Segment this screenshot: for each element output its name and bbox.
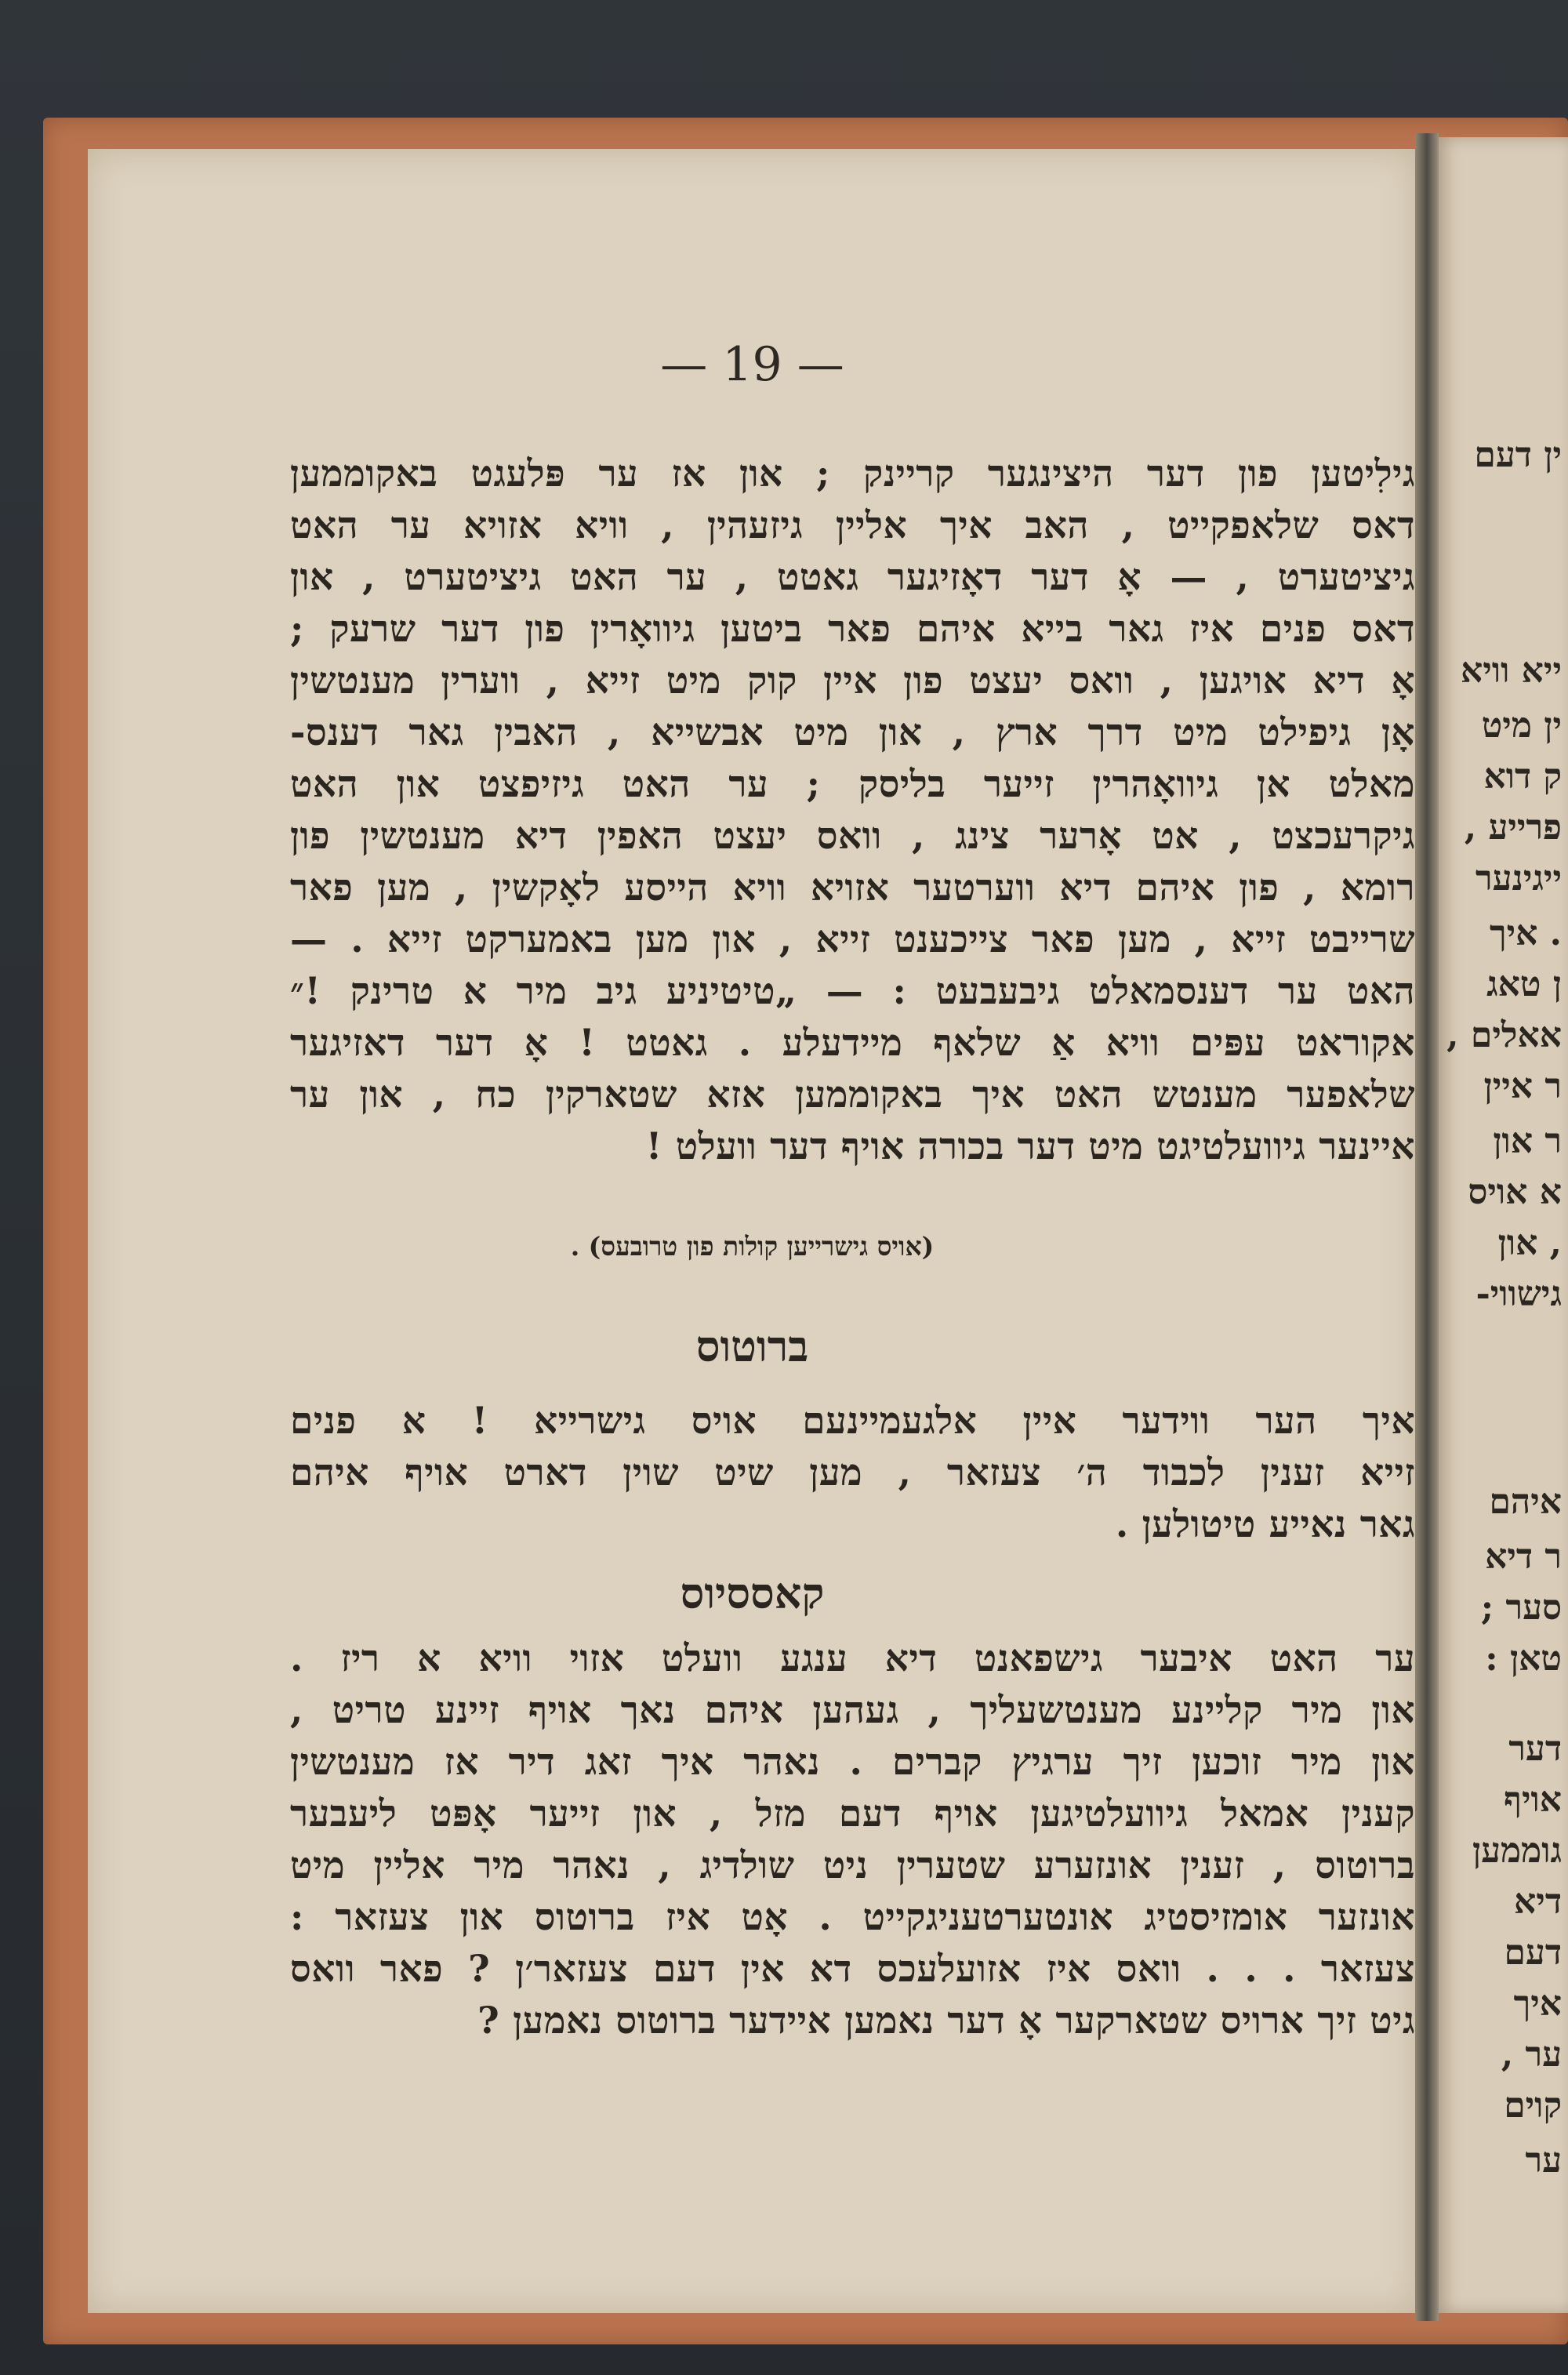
facing-page-line: קוים	[1504, 2086, 1562, 2126]
text-line: אָן גיפילט מיט דרך ארץ , און מיט אבשייא , האבין גאר דענס-	[290, 711, 1415, 754]
facing-page-line: דעם	[1504, 1933, 1562, 1973]
text-line: רומא , פון איהם דיא ווערטער אזויא וויא הייסע לאָקשין , מען פאר	[290, 866, 1415, 910]
facing-page-line: ין מיט	[1481, 706, 1562, 746]
facing-page-line: ער	[1525, 2141, 1562, 2181]
text-line: און מיר זוכען זיך ערגיץ קברים . נאהר איך זאג דיר אז מענטשין	[290, 1741, 1415, 1784]
facing-page-line: גישווי-	[1475, 1274, 1562, 1314]
text-line: זייא זענין לכבוד ה׳ צעזאר , מען שיט שוין דארט אויף איהם	[290, 1451, 1415, 1494]
page-number: — 19 —	[660, 337, 844, 392]
text-line: קענין אמאל גיוועלטיגען אויף דעם מזל , און זייער אָפּט ליעבער	[290, 1792, 1415, 1836]
facing-page-line: אויף	[1504, 1780, 1562, 1820]
facing-page-line: פרייע ,	[1464, 808, 1562, 848]
text-line: האט ער דענסמאלט גיבעבעט : — „טיטיניע גיב מיר א טרינק !״	[290, 970, 1415, 1013]
text-line: שרייבט זייא , מען פאר צייכענט זייא , און מען באמערקט זייא . —	[290, 918, 1415, 961]
text-line: אקוראט עפּים וויא אַ שלאף מיידעלע . גאטט ! אָ דער דאזיגער	[290, 1022, 1415, 1065]
section-heading-brutus: ברוטוס	[695, 1321, 809, 1371]
facing-page-line: ין דעם	[1474, 435, 1562, 475]
facing-page-line: דיא	[1514, 1882, 1562, 1922]
text-line: אָ דיא אויגען , וואס יעצט פון איין קוק מיט זייא , ווערין מענטשין	[290, 659, 1415, 703]
text-line: מאלט אן גיוואָהרין זייער בליסק ; ער האט גיזיפצט און האט	[290, 763, 1415, 806]
facing-page-line: גוממען	[1472, 1831, 1562, 1871]
paragraph-1	[290, 448, 1415, 1173]
facing-page-line: דער	[1508, 1729, 1562, 1769]
text-line: צעזאר . . . וואס איז אזועלעכס דא אין דעם צעזאר׳ן ? פאר וואס	[290, 1948, 1415, 1991]
text-line: גיציטערט , — אָ דער דאָזיגער גאטט , ער האט גיציטערט , און	[290, 556, 1415, 599]
text-line: גיט זיך ארויס שטארקער אָ דער נאמען איידער ברוטוס נאמען ?	[477, 1999, 1415, 2043]
facing-page-line: טאן :	[1485, 1639, 1562, 1679]
facing-page-line: ר איין	[1483, 1066, 1562, 1106]
facing-page-line: ן טאג	[1486, 964, 1562, 1004]
text-line: גאר נאייע טיטולען .	[1115, 1503, 1415, 1546]
facing-page-line: א אויס	[1468, 1172, 1562, 1212]
facing-page-line: ר און	[1493, 1121, 1562, 1161]
facing-page-line: ק דוא	[1483, 757, 1562, 797]
text-line: גילִיטען פון דער היצינגער קריינק ; און אז ער פּלעגט באקוממען	[290, 452, 1415, 496]
text-line: דאס פנים איז גאר בייא איהם פאר ביטען גיוואָרין פון דער שרעק ;	[290, 608, 1415, 651]
text-line: ער האט איבער גישפאנט דיא ענגע וועלט אזוי וויא א ריז .	[290, 1637, 1415, 1680]
book-gutter	[1415, 133, 1439, 2321]
facing-page-line: אאלים ,	[1446, 1015, 1562, 1055]
facing-page-line: ייגינער	[1475, 859, 1562, 899]
text-line: שלאפער מענטש האט איך באקוממען אזא שטארקין כח , און ער	[290, 1073, 1415, 1117]
text-line: אונזער אומזיסטיג אונטערטעניגקייט . אָט איז ברוטוס און צעזאר :	[290, 1896, 1415, 1939]
facing-page-line: ער ,	[1501, 2035, 1562, 2075]
facing-page-line: ייא וויא	[1461, 651, 1562, 691]
text-line: דאס שלאפקייט , האב איך אליין גיזעהין , וויא אזויא ער האט	[290, 504, 1415, 547]
facing-page	[1439, 137, 1568, 2313]
facing-page-line: ר דיא	[1485, 1537, 1562, 1577]
section-heading-kassius: קאססיוס	[680, 1568, 825, 1618]
facing-page-line: איהם	[1489, 1482, 1562, 1522]
facing-page-line: , און	[1497, 1223, 1562, 1263]
source-note: (אויס גישרייען קולות פון טרובעס) .	[570, 1231, 935, 1262]
text-line: און מיר קליינע מענטשעליך , געהען איהם נאך אויף זיינע טריט ,	[290, 1689, 1415, 1732]
text-line: איינער גיוועלטיגט מיט דער בכורה אויף דער וועלט !	[645, 1125, 1415, 1168]
paragraph-brutus	[290, 1396, 1415, 1551]
facing-page-line: סער ;	[1480, 1588, 1562, 1628]
facing-page-line: . איך	[1489, 913, 1562, 953]
paragraph-kassius	[290, 1633, 1415, 2047]
text-line: גיקרעכצט , אט אָרער צינג , וואס יעצט האפין דיא מענטשין פון	[290, 815, 1415, 858]
text-line: ברוטוס , זענין אונזערע שטערין ניט שולדיג , נאהר מיר אליין מיט	[290, 1844, 1415, 1887]
text-line: איך הער ווידער איין אלגעמיינעם אויס גישרייא ! א פנים	[290, 1400, 1415, 1443]
facing-page-line: איך	[1513, 1984, 1562, 2024]
